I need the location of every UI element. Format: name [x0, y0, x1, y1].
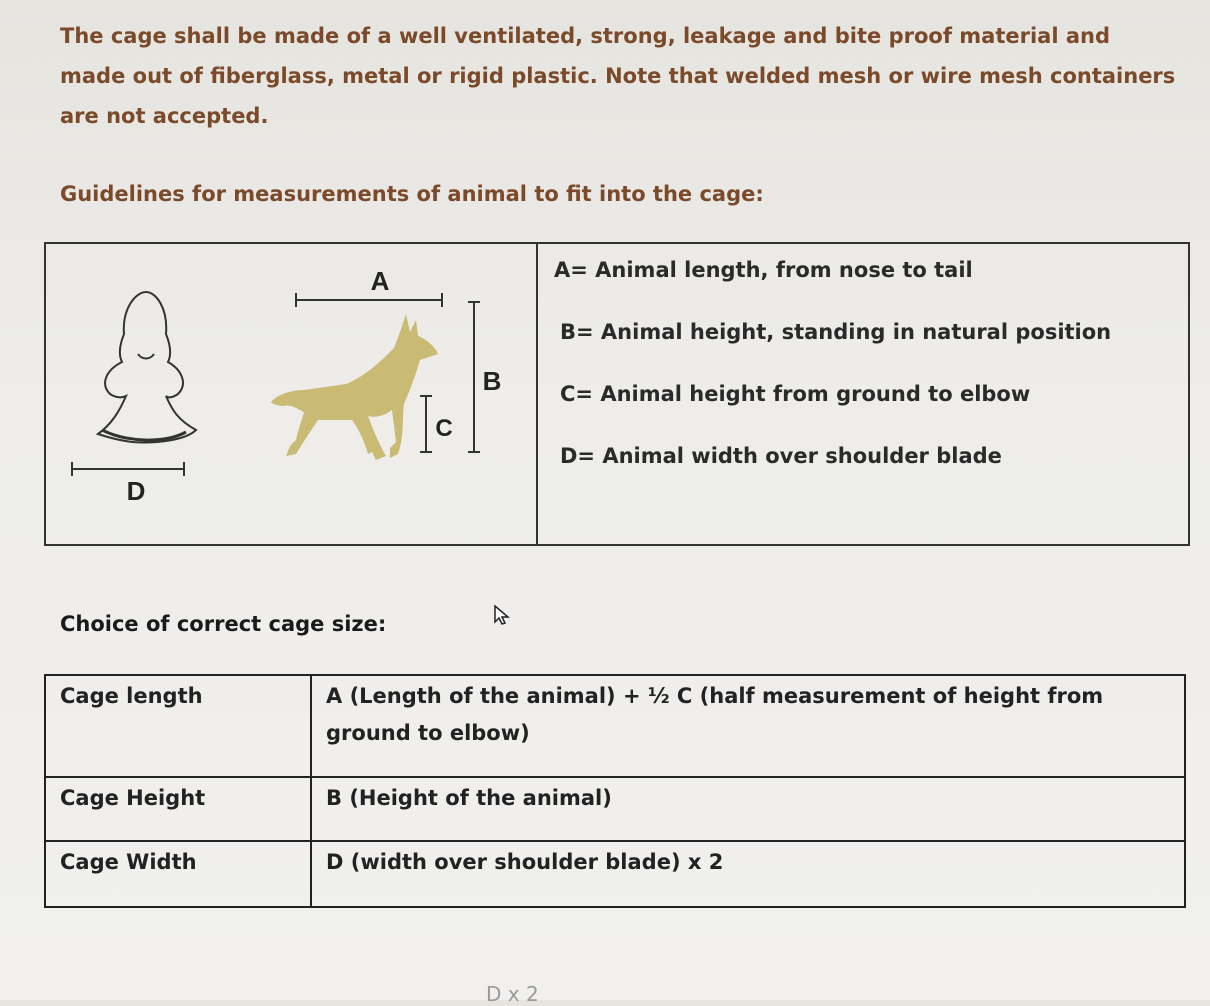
cage-length-label: Cage length [45, 675, 311, 777]
measurement-diagram [46, 244, 536, 544]
table-row [45, 841, 1185, 907]
top-view-animal-icon [98, 292, 196, 443]
dimension-c-line [420, 396, 432, 452]
measurement-diagram-box [44, 242, 1190, 546]
dimension-d-label: D [126, 476, 146, 506]
dog-silhouette-icon [271, 314, 438, 460]
cage-length-formula: A (Length of the animal) + ½ C (half measurement of height from ground to elbow) [311, 675, 1185, 777]
table-row [45, 675, 1185, 777]
legend-item-b: B= Animal height, standing in natural position [560, 320, 1112, 344]
dimension-c-label: C [435, 415, 453, 442]
cage-size-heading: Choice of correct cage size: [60, 612, 387, 636]
cutoff-text: D x 2 [486, 982, 539, 1006]
intro-paragraph: The cage shall be made of a well ventilated, strong, leakage and bite proof material and made out of fiberglass, metal or rigid plastic. Note that welded mesh or wire mesh containers are not accepted. [60, 24, 1176, 128]
dimension-a-label: A [370, 266, 390, 296]
table-row [45, 777, 1185, 841]
dimension-b-label: B [482, 366, 502, 396]
cage-width-label: Cage Width [45, 841, 311, 907]
dimension-b-line [468, 302, 480, 452]
cage-height-formula: B (Height of the animal) [311, 777, 1185, 841]
cage-width-formula: D (width over shoulder blade) x 2 [311, 841, 1185, 907]
dimension-d-line [72, 462, 184, 476]
cage-height-label: Cage Height [45, 777, 311, 841]
dimension-a-line [296, 293, 442, 307]
guidelines-heading: Guidelines for measurements of animal to fit into the cage: [60, 182, 764, 206]
legend-item-c: C= Animal height from ground to elbow [560, 382, 1031, 406]
diagram-divider [536, 244, 538, 544]
legend-item-d: D= Animal width over shoulder blade [560, 444, 1002, 468]
legend-item-a: A= Animal length, from nose to tail [554, 258, 973, 282]
mouse-pointer-icon [492, 604, 512, 626]
cage-size-table [44, 674, 1186, 908]
